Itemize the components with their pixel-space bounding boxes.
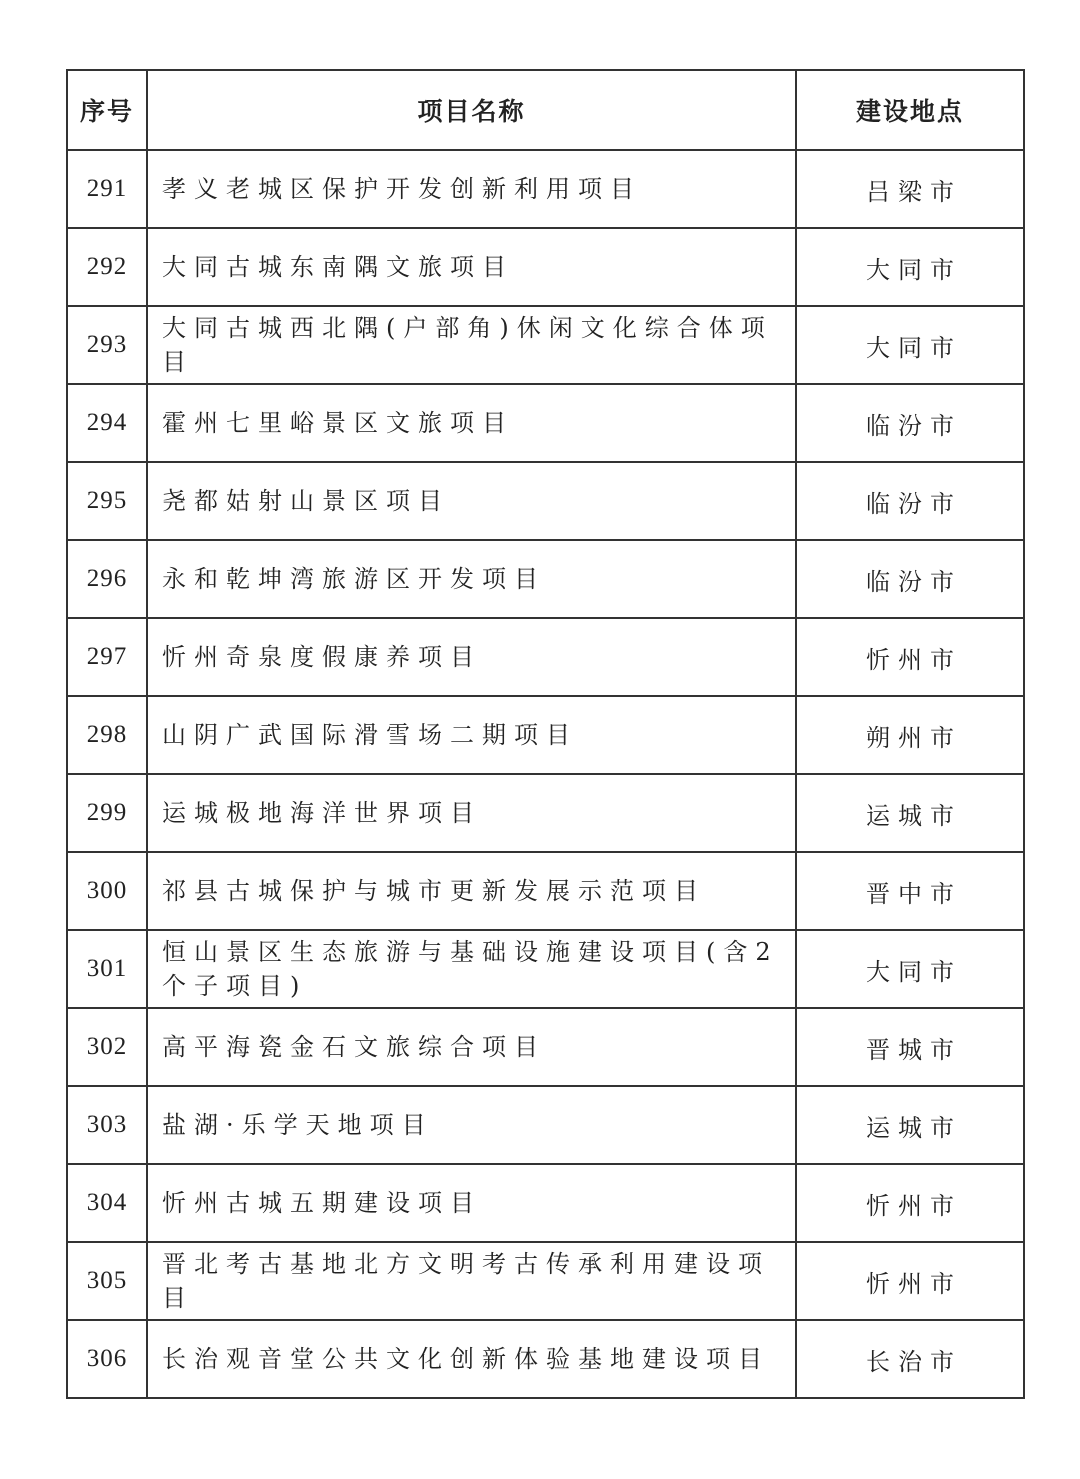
row-serial-number: 297: [67, 618, 147, 696]
row-serial-number: 296: [67, 540, 147, 618]
row-project-name: 霍州七里峪景区文旅项目: [147, 384, 796, 462]
row-serial-number: 291: [67, 150, 147, 228]
row-project-name: 晋北考古基地北方文明考古传承利用建设项目: [147, 1242, 796, 1320]
table-header-row: [67, 70, 1024, 150]
row-project-name: 永和乾坤湾旅游区开发项目: [147, 540, 796, 618]
row-serial-number: 294: [67, 384, 147, 462]
row-location: 大同市: [796, 228, 1024, 306]
row-serial-number: 292: [67, 228, 147, 306]
row-location: 吕梁市: [796, 150, 1024, 228]
row-project-name: 祁县古城保护与城市更新发展示范项目: [147, 852, 796, 930]
row-project-name: 高平海瓷金石文旅综合项目: [147, 1008, 796, 1086]
row-project-name: 孝义老城区保护开发创新利用项目: [147, 150, 796, 228]
row-serial-number: 306: [67, 1320, 147, 1398]
row-project-name: 大同古城东南隅文旅项目: [147, 228, 796, 306]
table-row: [67, 774, 1024, 852]
row-serial-number: 303: [67, 1086, 147, 1164]
table-row: [67, 1320, 1024, 1398]
row-location: 忻州市: [796, 618, 1024, 696]
row-serial-number: 295: [67, 462, 147, 540]
row-serial-number: 300: [67, 852, 147, 930]
row-location: 忻州市: [796, 1242, 1024, 1320]
row-location: 大同市: [796, 930, 1024, 1008]
row-location: 长治市: [796, 1320, 1024, 1398]
row-location: 临汾市: [796, 384, 1024, 462]
table-row: [67, 384, 1024, 462]
table-row: [67, 852, 1024, 930]
row-project-name: 长治观音堂公共文化创新体验基地建设项目: [147, 1320, 796, 1398]
row-serial-number: 298: [67, 696, 147, 774]
row-serial-number: 302: [67, 1008, 147, 1086]
row-project-name: 尧都姑射山景区项目: [147, 462, 796, 540]
row-project-name: 盐湖·乐学天地项目: [147, 1086, 796, 1164]
table-row: [67, 696, 1024, 774]
row-serial-number: 299: [67, 774, 147, 852]
row-location: 晋城市: [796, 1008, 1024, 1086]
row-serial-number: 304: [67, 1164, 147, 1242]
table-row: [67, 930, 1024, 1008]
row-location: 晋中市: [796, 852, 1024, 930]
row-project-name: 忻州奇泉度假康养项目: [147, 618, 796, 696]
row-location: 运城市: [796, 774, 1024, 852]
table-row: [67, 618, 1024, 696]
project-table: [66, 69, 1025, 1399]
row-project-name: 运城极地海洋世界项目: [147, 774, 796, 852]
table-row: [67, 228, 1024, 306]
header-serial-number: 序号: [67, 70, 147, 150]
row-location: 运城市: [796, 1086, 1024, 1164]
table-row: [67, 1008, 1024, 1086]
row-location: 临汾市: [796, 462, 1024, 540]
row-project-name: 恒山景区生态旅游与基础设施建设项目(含2个子项目): [147, 930, 796, 1008]
row-location: 忻州市: [796, 1164, 1024, 1242]
table-row: [67, 462, 1024, 540]
row-serial-number: 293: [67, 306, 147, 384]
row-location: 临汾市: [796, 540, 1024, 618]
table-row: [67, 1164, 1024, 1242]
row-project-name: 山阴广武国际滑雪场二期项目: [147, 696, 796, 774]
header-project-name: 项目名称: [147, 70, 796, 150]
row-project-name: 大同古城西北隅(户部角)休闲文化综合体项目: [147, 306, 796, 384]
row-project-name: 忻州古城五期建设项目: [147, 1164, 796, 1242]
table-row: [67, 306, 1024, 384]
table-row: [67, 1242, 1024, 1320]
row-location: 朔州市: [796, 696, 1024, 774]
row-serial-number: 305: [67, 1242, 147, 1320]
header-location: 建设地点: [796, 70, 1024, 150]
table-row: [67, 150, 1024, 228]
row-location: 大同市: [796, 306, 1024, 384]
table-row: [67, 1086, 1024, 1164]
row-serial-number: 301: [67, 930, 147, 1008]
table-row: [67, 540, 1024, 618]
